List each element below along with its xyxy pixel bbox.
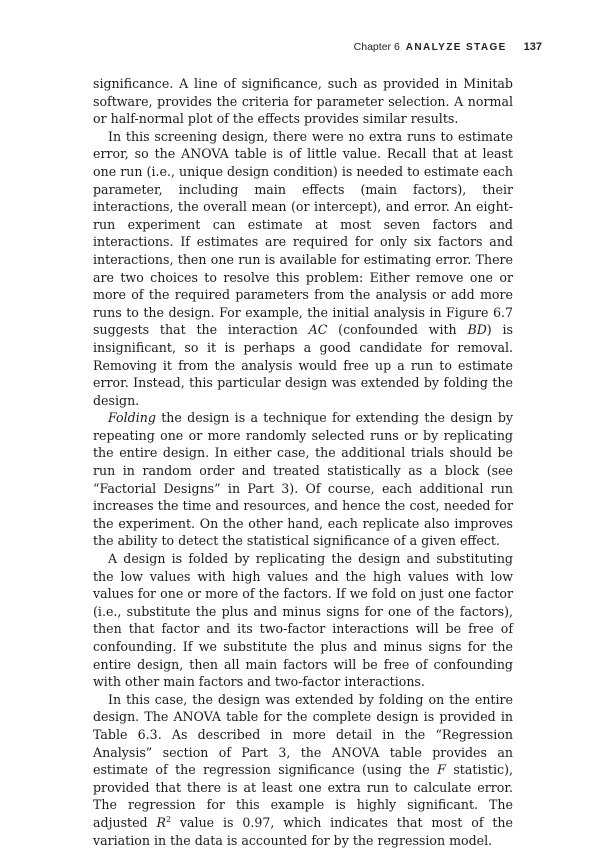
page-number: 137	[523, 41, 542, 53]
paragraph-4	[93, 550, 513, 691]
f-statistic-symbol: F	[437, 762, 446, 778]
paragraph-5-text-b: statistic), provided that there is at least one extra run to calculate error. The regression for this example is highly significant. The adjusted	[93, 762, 513, 830]
paragraph-2	[93, 128, 513, 410]
paragraph-5-text-c: value is 0.97, which indicates that most of the variation in the data is accounted for by the regression model.	[93, 814, 513, 848]
r-squared-exponent: 2	[165, 814, 172, 824]
paragraph-3	[93, 409, 513, 550]
folding-term: Folding	[108, 410, 156, 426]
paragraph-5	[93, 691, 513, 849]
paragraph-2-text-c: ) is insignificant, so it is perhaps a good candidate for removal. Removing it from the analysis would free up a run to estimate error. Instead, this particular design was extended by folding the design.	[93, 322, 513, 408]
paragraph-2-text-a: In this screening design, there were no extra runs to estimate error, so the ANOVA table is of little value. Recall that at least one run (i.e., unique design condition) is needed to estimate each parameter, including main effects (main factors), their interactions, the overall mean (or intercept), and error. An eight-run experiment can estimate at most seven factors and interactions. If estimates are required for only six factors and interactions, then one run is available for estimating error. There are two choices to resolve this problem: Either remove one or more of the required parameters from the analysis or add more runs to the design. For example, the initial analysis in Figure 6.7 suggests that the interaction	[93, 128, 513, 338]
paragraph-5-text-a: In this case, the design was extended by folding on the entire design. The ANOVA table for the complete design is provided in Table 6.3. As described in more detail in the “Regression Analysis” section of Part 3, the ANOVA table provides an estimate of the regression significance (using the	[93, 691, 513, 778]
chapter-label: Chapter 6	[353, 41, 400, 53]
stage-label: ANALYZE STAGE	[405, 42, 507, 53]
paragraph-2-text-b: (confounded with	[327, 322, 468, 338]
body-text	[93, 75, 513, 849]
running-head	[354, 41, 542, 53]
r-squared-symbol: R	[156, 814, 166, 830]
paragraph-1-text: significance. A line of significance, such as provided in Minitab software, provides the criteria for parameter selection. A normal or half-normal plot of the effects provides similar results.	[93, 76, 513, 127]
paragraph-3-text: the design is a technique for extending the design by repeating one or more randomly selected runs or by replicating the entire design. In either case, the additional trials should be run in random order and treated statistically as a block (see “Factorial Designs” in Part 3). Of course, each additional run increases the time and resources, and hence the cost, needed for the experiment. On the other hand, each replicate also improves the ability to detect the statistical significance of a given effect.	[93, 410, 513, 549]
interaction-ac: AC	[308, 322, 328, 338]
paragraph-1	[93, 75, 513, 128]
interaction-bd: BD	[467, 322, 487, 338]
paragraph-4-text: A design is folded by replicating the design and substituting the low values with high values and the high values with low values for one or more of the factors. If we fold on just one factor (i.e., substitute the plus and minus signs for one of the factors), then that factor and its two-factor interactions will be free of confounding. If we substitute the plus and minus signs for the entire design, then all main factors will be free of confounding with other main factors and two-factor interactions.	[93, 551, 513, 690]
